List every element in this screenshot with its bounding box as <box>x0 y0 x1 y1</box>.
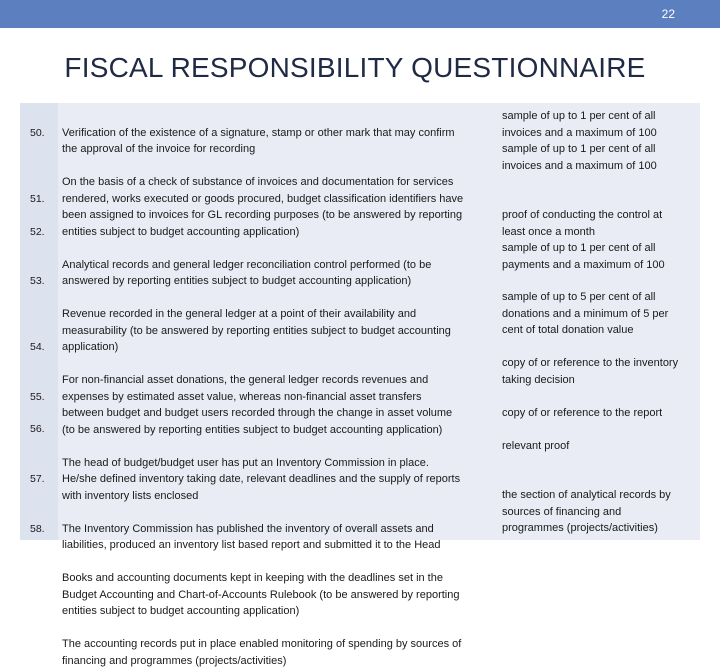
row-description: For non-financial asset donations, the general ledger records revenues and expenses by estimated asset value, whereas non-financial asset transfers between budget and budget users recorded through the change in asset volume (to be answered by reporting entities subject to budget accounting application) <box>62 374 453 436</box>
row-evidence: sample of up to 1 per cent of all payments and a maximum of 100 <box>502 242 665 271</box>
top-bar <box>0 0 720 28</box>
row-number: 54. <box>30 341 45 353</box>
row-evidence: sample of up to 1 per cent of all invoices and a maximum of 100 <box>502 143 657 172</box>
row-description: Verification of the existence of a signature, stamp or other mark that may confirm the approval of the invoice for recording <box>62 126 455 155</box>
row-number: 52. <box>30 226 45 238</box>
description-column <box>62 108 496 669</box>
row-number: 57. <box>30 473 45 485</box>
row-evidence: sample of up to 5 per cent of all donations and a minimum of 5 per cent of total donation value <box>502 291 669 336</box>
row-evidence: copy of or reference to the report <box>502 407 663 419</box>
row-number: 53. <box>30 275 45 287</box>
row-evidence: copy of or reference to the inventory taking decision <box>502 357 679 386</box>
row-evidence: the section of analytical records by sources of financing and programmes (projects/activities) <box>502 489 671 534</box>
row-number: 50. <box>30 127 45 139</box>
row-evidence: relevant proof <box>502 440 570 452</box>
row-description: The accounting records put in place enabled monitoring of spending by sources of financing and programmes (projects/activities) <box>62 638 462 667</box>
row-description: Analytical records and general ledger reconciliation control performed (to be answered by reporting entities subject to budget accounting application) <box>62 258 432 287</box>
row-description: The Inventory Commission has published the inventory of overall assets and liabilities, produced an inventory list based report and submitted it to the Head <box>62 522 441 551</box>
row-number: 56. <box>30 423 45 435</box>
row-description: On the basis of a check of substance of invoices and documentation for services rendered, works executed or goods procured, budget classification identifiers have been assigned to invoices for GL recording purposes (to be answered by reporting entities subject to budget accounting application) <box>62 176 464 238</box>
row-description: Revenue recorded in the general ledger at a point of their availability and measurability (to be answered by reporting entities subject to budget accounting application) <box>62 308 451 353</box>
page-number: 22 <box>661 7 675 21</box>
row-description: Books and accounting documents kept in keeping with the deadlines set in the Budget Accounting and Chart-of-Accounts Rulebook (to be answered by reporting entities subject to budget accounting application) <box>62 572 460 617</box>
row-number: 55. <box>30 391 45 403</box>
row-evidence: proof of conducting the control at least once a month <box>502 209 663 238</box>
row-evidence: sample of up to 1 per cent of all invoices and a maximum of 100 <box>502 110 657 139</box>
page-title: FISCAL RESPONSIBILITY QUESTIONNAIRE <box>64 52 646 83</box>
row-number: 51. <box>30 193 45 205</box>
row-number: 58. <box>30 523 45 535</box>
row-description: The head of budget/budget user has put an Inventory Commission in place. He/she defined inventory taking date, relevant deadlines and the supply of reports with inventory lists enclosed <box>62 456 461 502</box>
questionnaire-table <box>20 103 700 667</box>
